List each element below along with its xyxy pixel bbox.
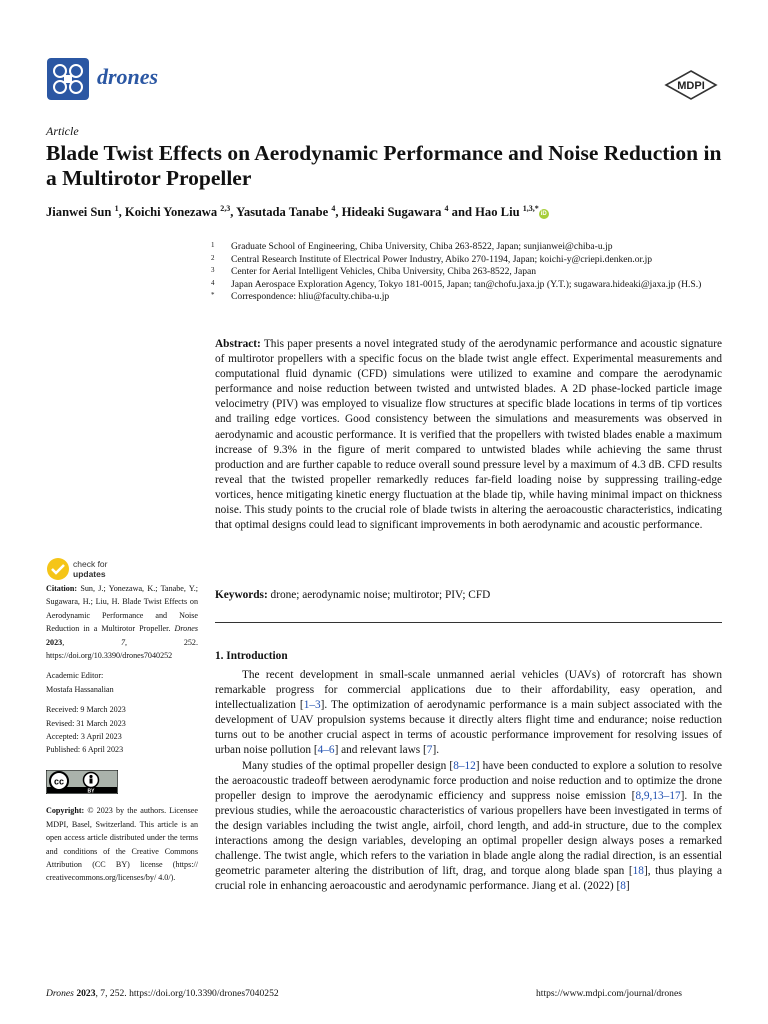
affiliations — [211, 241, 731, 304]
affiliation-number: 1 — [211, 241, 215, 249]
citation-link[interactable]: 18 — [632, 865, 644, 878]
affiliation-text: Japan Aerospace Exploration Agency, Tokyo 181-0015, Japan; tan@chofu.jaxa.jp (Y.T.); sugawara.hideaki@jaxa.jp (H.S.) — [231, 278, 702, 290]
author-name[interactable]: Yasutada Tanabe — [236, 205, 329, 220]
citation-volume: 7 — [120, 637, 126, 647]
check-for-updates-button[interactable] — [46, 556, 136, 582]
text-run: ]. — [432, 744, 440, 757]
keywords-label: Keywords: — [215, 589, 268, 601]
paragraph — [215, 759, 722, 895]
editor-label: Academic Editor: — [46, 671, 104, 681]
drones-journal-logo-icon — [47, 58, 89, 100]
abstract — [215, 337, 722, 533]
author-affiliation-sup: 1 — [114, 204, 119, 213]
footer-journal: Drones — [46, 988, 74, 999]
academic-editor — [46, 669, 198, 696]
citation-year: 2023 — [46, 637, 63, 647]
author-name[interactable]: Hao Liu — [475, 205, 520, 220]
footer-year: 2023 — [76, 988, 96, 999]
author-name[interactable]: Koichi Yonezawa — [124, 205, 218, 220]
author-affiliation-sup: 4 — [331, 204, 336, 213]
affiliation-number: 4 — [211, 278, 215, 287]
affiliation-text: Central Research Institute of Electrical Power Industry, Abiko 270-1194, Japan; koichi-y@criepi.denken.or.jp — [231, 253, 653, 265]
affiliation-item — [211, 279, 731, 292]
article-title: Blade Twist Effects on Aerodynamic Performance and Noise Reduction in a Multirotor Propeller — [46, 141, 722, 190]
journal-name[interactable]: drones — [97, 64, 159, 89]
divider — [215, 622, 722, 623]
text-run: ] have been conducted to explore a solution to resolve the aeroacoustic tradeoff between aerodynamic force production and noise reduction and to optimize the drone propeller design to improve the aerodynamic efficiency and suppress noise emission [ — [215, 759, 722, 802]
body-text — [215, 668, 722, 894]
citation-link[interactable]: 8,9,13–17 — [635, 789, 681, 802]
affiliation-number: 3 — [211, 266, 215, 274]
published-date: Published: 6 April 2023 — [46, 745, 124, 755]
paragraph — [215, 668, 722, 759]
text-run: ] and relevant laws [ — [334, 744, 427, 757]
received-date: Received: 9 March 2023 — [46, 705, 126, 715]
text-run: ]. The optimization of aerodynamic performance is a main subject associated with the development of UAV propulsion systems because it directly alters flight time and endurance; noise reduction turns out to be another crucial aspect in terms of acoustic performance improvement for resolving issues of urban noise pollution [ — [215, 699, 722, 757]
citation-link[interactable]: 4–6 — [317, 744, 335, 757]
citation-link[interactable]: 8–12 — [453, 759, 476, 772]
cc-badge-text: BY — [87, 788, 95, 794]
author-list: Jianwei Sun $^1$, Koichi Yonezawa $^{2,3}$, Yasutada Tanabe $^4$, Hideaki Sugawara $^4$ and Hao Liu $^{1,3,*}$iD — [46, 204, 547, 220]
abstract-label: Abstract: — [215, 338, 261, 350]
text-run: The recent development in small-scale unmanned aerial vehicles (UAVs) of rotorcraft has shown remarkable progress for commercial applications due to their affordability, easy operation, and intellectualization [ — [215, 669, 722, 712]
keywords-text: drone; aerodynamic noise; multirotor; PIV; CFD — [270, 589, 491, 601]
author-name[interactable]: Hideaki Sugawara — [341, 205, 442, 220]
copyright-label: Copyright: — [46, 806, 85, 816]
footer-citation — [46, 988, 279, 999]
history-dates — [46, 703, 198, 757]
check-for-updates-line1: check for — [73, 559, 108, 569]
affiliation-item — [211, 254, 731, 267]
citation-link[interactable]: 8 — [620, 880, 626, 893]
text-run: ] — [625, 880, 630, 893]
affiliation-item — [211, 291, 731, 304]
citation: Citation: Sun, J.; Yonezawa, K.; Tanabe, Y.; Sugawara, H.; Liu, H. Blade Twist Effects on Aerodynamic Performance and Noise Reduction in a Multirotor Propeller. Drones 2023, 7, 252. https://doi.org/10.3390/drones7040252 — [46, 584, 199, 661]
author-affiliation-sup: 1,3,* — [522, 204, 539, 213]
citation-doi[interactable]: , 252. https://doi.org/10.3390/drones7040252 — [46, 637, 198, 661]
revised-date: Revised: 31 March 2023 — [46, 718, 126, 728]
svg-text:cc: cc — [53, 776, 65, 787]
affiliation-text: Graduate School of Engineering, Chiba University, Chiba 263-8522, Japan; sunjianwei@chiba-u.jp — [231, 241, 613, 252]
publisher-name: MDPI — [677, 80, 705, 92]
author-name[interactable]: Jianwei Sun — [46, 205, 112, 220]
affiliation-text: Correspondence: hliu@faculty.chiba-u.jp — [231, 291, 390, 302]
keywords — [215, 589, 722, 601]
citation-link[interactable]: 7 — [426, 744, 433, 757]
text-run: ]. In the previous studies, while the aeroacoustic characteristics of various propellers have been investigated in terms of the design variables including the twist angle, airfoil, chord length, and add-in structure, due to the complex interactions among the design variables, developing an optimal propeller design always poses a remarked challenge. The twist angle, which refers to the variation in blade angle along the radial direction, is an essential geometric parameter altering the distribution of lift, drag, and torque along blade span [ — [215, 789, 722, 878]
footer-doi[interactable]: , 7, 252. https://doi.org/10.3390/drones7040252 — [95, 988, 279, 999]
cc-by-license-icon[interactable] — [46, 770, 118, 794]
mdpi-logo-icon[interactable] — [664, 70, 718, 100]
affiliation-number: * — [211, 291, 215, 299]
copyright-text: © 2023 by the authors. Licensee MDPI, Basel, Switzerland. This article is an open access article distributed under the terms and conditions of the Creative Commons Attribution (CC BY) license (https:// creativecommons.org/licenses/by/ 4.0/). — [46, 806, 198, 883]
affiliation-item — [211, 241, 731, 254]
article-type: Article — [46, 124, 79, 138]
citation-text: Sun, J.; Yonezawa, K.; Tanabe, Y.; Sugawara, H.; Liu, H. Blade Twist Effects on Aerodynamic Performance and Noise Reduction in a Multirotor Propeller. — [46, 584, 198, 634]
accepted-date: Accepted: 3 April 2023 — [46, 732, 122, 742]
affiliation-number: 2 — [211, 253, 215, 262]
citation-journal: Drones — [174, 624, 199, 634]
text-run: ], thus playing a crucial role in enhancing aeroacoustic and aerodynamic performance. Jiang et al. (2022) [ — [215, 865, 722, 893]
citation-link[interactable]: 1–3 — [303, 699, 321, 712]
author-affiliation-sup: 2,3 — [220, 204, 231, 213]
article-info-sidebar — [46, 582, 198, 892]
copyright — [46, 804, 198, 884]
footer-journal-url[interactable]: https://www.mdpi.com/journal/drones — [536, 988, 682, 999]
check-for-updates-line2: updates — [73, 569, 106, 579]
affiliation-item — [211, 266, 731, 279]
orcid-icon[interactable]: iD — [540, 211, 547, 218]
abstract-text: This paper presents a novel integrated study of the aerodynamic performance and acoustic signature of multirotor propellers with a specific focus on the blade twist angle effect. Experimental measurements and computational fluid dynamic (CFD) simulations were utilized to examine and compare the aerodynamic performance and noise reduction between twisted and untwisted blades. A 2D phase-locked particle image velocimetry (PIV) was employed to visualize flow structures at specific blade locations in terms of tip vortices and trailing edge vortices. Good consistency between the simulations and measurements was observed in aerodynamic and acoustic performance. It is verified that the propellers with twisted blades enable a maximum increase of 9.3% in the figure of merit compared to untwisted blades while achieving the same thrust production and are further capable to reduce overall sound pressure level by a maximum of 4.3 dB. CFD results reveal that the twisted propeller remarkedly reduces far-field loading noise by suppressing trailing-edge vortices, hence mitigating kinetic energy fluctuation at the blade tip, while having minimal impact on thickness noise. This study points to the crucial role of blade twists in altering the aeroacoustic characteristics, indicating that optimal designs could lead to significant improvements in both aerodynamic and acoustic performance. — [215, 338, 722, 532]
text-run: Many studies of the optimal propeller design [ — [242, 759, 454, 772]
section-heading: 1. Introduction — [215, 650, 288, 662]
citation-label: Citation: — [46, 584, 78, 593]
author-affiliation-sup: 4 — [444, 204, 449, 213]
editor-name: Mostafa Hassanalian — [46, 684, 114, 694]
affiliation-text: Center for Aerial Intelligent Vehicles, Chiba University, Chiba 263-8522, Japan — [231, 266, 537, 277]
